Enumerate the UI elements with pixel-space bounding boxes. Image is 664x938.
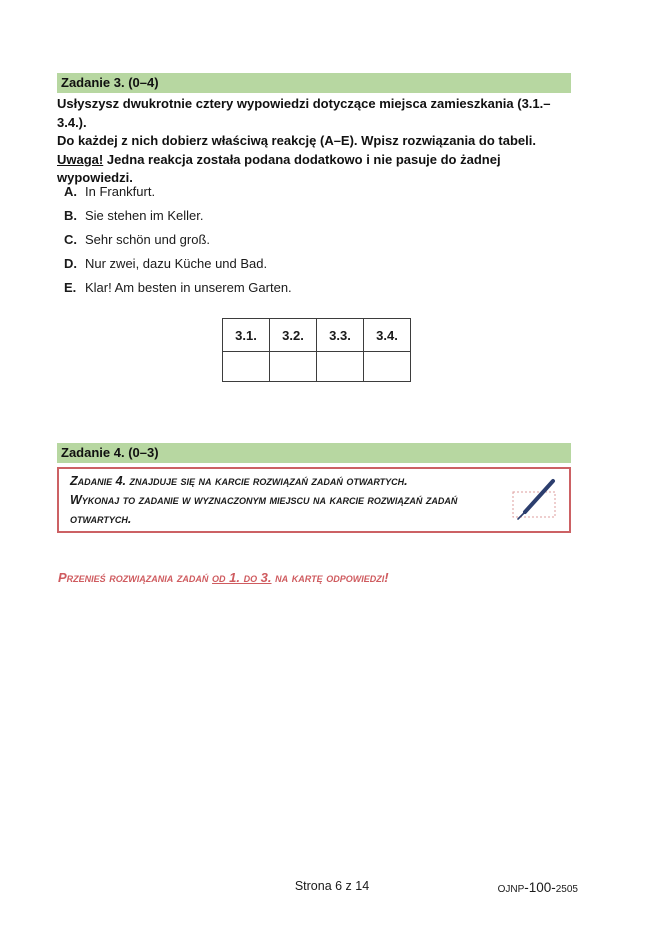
answer-table-value-row — [223, 352, 411, 382]
task3-options-list — [64, 184, 564, 304]
option-e — [64, 280, 564, 296]
option-d — [64, 256, 564, 272]
option-c-text: Sehr schön und groß. — [85, 232, 211, 247]
exam-sheet-code-mid: -100- — [524, 880, 556, 895]
answer-table-header-3-2: 3.2. — [270, 319, 317, 352]
task3-instructions-line3 — [57, 151, 573, 188]
option-b — [64, 208, 564, 224]
option-e-text: Klar! Am besten in unserem Garten. — [85, 280, 292, 295]
exam-sheet-code — [498, 880, 578, 895]
pen-icon — [509, 477, 561, 523]
task3-instructions-line1: Usłyszysz dwukrotnie cztery wypowiedzi dotyczące miejsca zamieszkania (3.1.–3.4.). — [57, 96, 551, 130]
task3-note-text: Jedna reakcja została podana dodatkowo i nie pasuje do żadnej wypowiedzi. — [57, 151, 501, 185]
task3-instructions — [57, 95, 573, 188]
answer-cell-3-3 — [317, 352, 364, 382]
answer-cell-3-4 — [364, 352, 411, 382]
answer-table-header-3-3: 3.3. — [317, 319, 364, 352]
task3-header-bar: Zadanie 3. (0–4) — [57, 73, 571, 93]
task4-open-task-box — [57, 467, 571, 533]
transfer-note — [58, 570, 572, 585]
task4-open-task-text — [70, 472, 503, 529]
task4-box-sentence1: Zadanie 4. znajduje się na karcie rozwiązań zadań otwartych. — [70, 473, 408, 488]
answer-table-header-row — [223, 319, 411, 352]
option-b-letter: B. — [64, 208, 77, 223]
answer-table-header-3-4: 3.4. — [364, 319, 411, 352]
answer-table-header-3-1: 3.1. — [223, 319, 270, 352]
option-a — [64, 184, 564, 200]
option-a-text: In Frankfurt. — [85, 184, 156, 199]
option-b-text: Sie stehen im Keller. — [85, 208, 204, 223]
page-number: Strona 6 z 14 — [294, 879, 370, 893]
option-e-letter: E. — [64, 280, 77, 295]
transfer-note-part1: Przenieś rozwiązania zadań — [58, 570, 212, 585]
answer-table — [222, 318, 411, 382]
task3-instructions-line2: Do każdej z nich dobierz właściwą reakcję (A–E). Wpisz rozwiązania do tabeli. — [57, 133, 536, 148]
option-d-text: Nur zwei, dazu Küche und Bad. — [85, 256, 268, 271]
option-c — [64, 232, 564, 248]
option-d-letter: D. — [64, 256, 77, 271]
answer-cell-3-1 — [223, 352, 270, 382]
transfer-note-part2: na kartę odpowiedzi! — [271, 570, 389, 585]
exam-sheet-code-suffix: 2505 — [555, 884, 578, 895]
exam-sheet-code-prefix: OJNP — [497, 884, 525, 895]
answer-cell-3-2 — [270, 352, 317, 382]
task4-header-bar: Zadanie 4. (0–3) — [57, 443, 571, 463]
option-a-letter: A. — [64, 184, 77, 199]
task4-box-sentence2: Wykonaj to zadanie w wyznaczonym miejscu na karcie rozwiązań zadań otwartych. — [70, 492, 458, 526]
transfer-note-underlined: od 1. do 3. — [212, 570, 272, 585]
task3-note-label: Uwaga! — [57, 151, 104, 167]
option-c-letter: C. — [64, 232, 77, 247]
